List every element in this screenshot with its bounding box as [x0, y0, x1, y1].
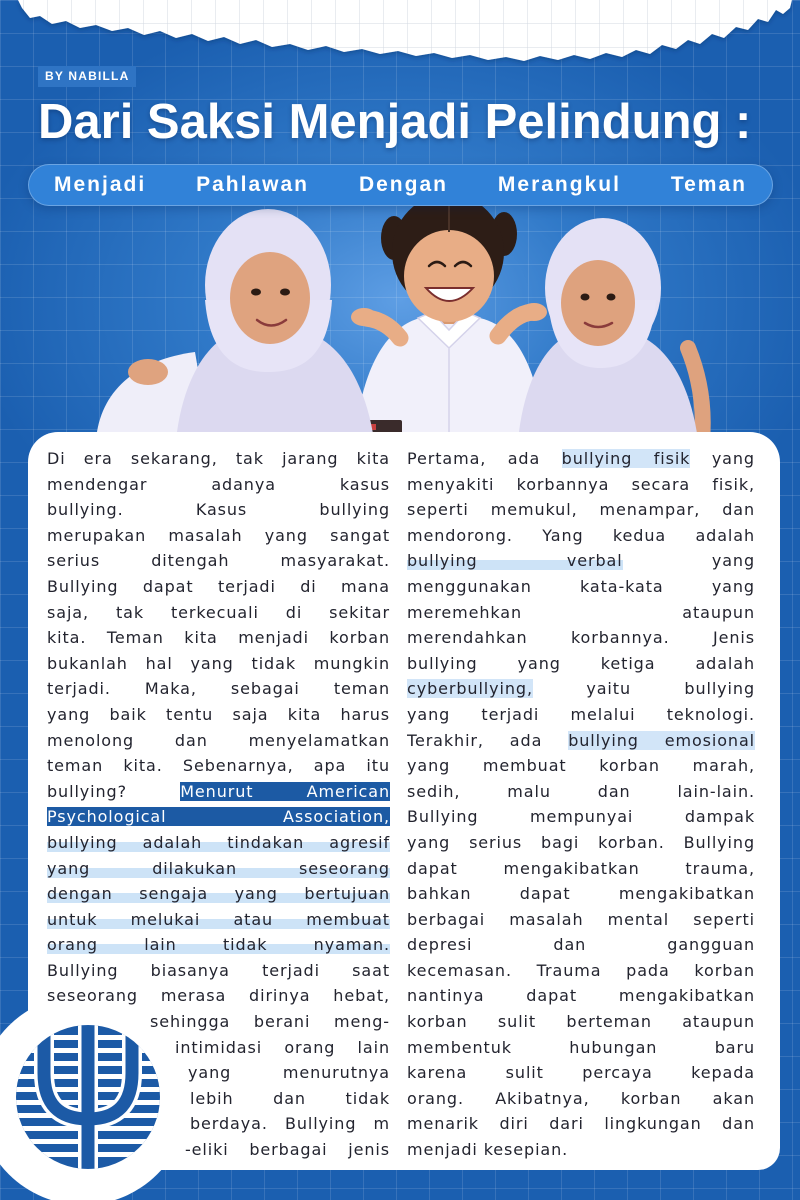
article-line: mendorong. Yang kedua adalah [407, 525, 755, 545]
article-line [407, 728, 755, 754]
article-text: yang [711, 449, 755, 468]
highlighted-text: bullying adalah tindakan agresif [47, 832, 390, 852]
page-title: Dari Saksi Menjadi Pelindung : [38, 95, 752, 149]
photo-students [0, 180, 800, 440]
article-line [47, 779, 390, 805]
article-line: yang menurutnya [188, 1063, 390, 1083]
highlighted-text: yang dilakukan seseorang [47, 858, 390, 878]
article-line: menjadi kesepian. [407, 1140, 569, 1160]
article-line: teman kita. Sebenarnya, apa itu [47, 756, 390, 776]
article-line: bahkan dapat mengakibatkan [407, 884, 755, 904]
article-column-left [47, 446, 390, 1163]
article-line: dapat mengakibatkan trauma, [407, 858, 755, 878]
highlighted-text: dengan sengaja yang bertujuan [47, 884, 390, 904]
article-line: Bullying biasanya terjadi saat [47, 960, 390, 980]
article-line: berbagai masalah mental seperti [407, 909, 755, 929]
article-line: sedih, malu dan lain-lain. [407, 781, 755, 801]
highlighted-text: bullying emosional [568, 730, 755, 750]
article-line: saja, tak terkecuali di sekitar [47, 602, 390, 622]
highlighted-text: cyberbullying, [407, 679, 533, 699]
girl-right [518, 218, 703, 440]
article-line: -eliki berbagai jenis [185, 1140, 390, 1160]
article-line: sehingga berani meng- [150, 1012, 390, 1032]
article-line: terjadi. Maka, sebagai teman [47, 679, 390, 699]
torn-paper-header [0, 0, 800, 70]
highlighted-text: Psychological Association, [47, 807, 390, 827]
article-line: merendahkan korbannya. Jenis [407, 628, 755, 648]
article-line: menarik diri dari lingkungan dan [407, 1114, 755, 1134]
highlighted-text: bullying fisik [561, 449, 691, 468]
article-line: orang. Akibatnya, korban akan [407, 1088, 755, 1108]
article-line: intimidasi orang lain [175, 1037, 390, 1057]
article-line: menolong dan menyelamatkan [47, 730, 390, 750]
article-line: serius ditengah masyarakat. [47, 551, 390, 571]
article-line [47, 830, 390, 856]
article-line: bullying. Kasus bullying [47, 500, 390, 520]
article-line: Di era sekarang, tak jarang kita [47, 449, 390, 468]
highlighted-text: orang lain tidak nyaman. [47, 935, 390, 955]
byline: BY NABILLA [38, 66, 136, 87]
article-line [47, 856, 390, 882]
article-line: bukanlah hal yang tidak mungkin [47, 653, 390, 673]
article-line: Bullying dapat terjadi di mana [47, 576, 390, 596]
article-line: mendengar adanya kasus [47, 474, 390, 494]
article-line: seseorang merasa dirinya hebat, [47, 986, 390, 1006]
article-line: nantinya dapat mengakibatkan [407, 986, 755, 1006]
highlighted-text: Menurut American [180, 781, 390, 801]
article-column-right [407, 446, 755, 1163]
article-line: Bullying mempunyai dampak [407, 807, 755, 827]
article-line [407, 548, 755, 574]
article-line: yang terjadi melalui teknologi. [407, 704, 755, 724]
article-line: korban sulit berteman ataupun [407, 1012, 755, 1032]
highlighted-text: bullying verbal [407, 551, 623, 571]
article-line: menggunakan kata-kata yang [407, 576, 755, 596]
article-line: yang membuat korban marah, [407, 756, 755, 776]
highlighted-text: untuk melukai atau membuat [47, 909, 390, 929]
article-line: karena sulit percaya kepada [407, 1063, 755, 1083]
girl-middle [351, 194, 547, 338]
article-line [47, 881, 390, 907]
article-text: yang [711, 551, 755, 571]
article-line: seperti memukul, menampar, dan [407, 500, 755, 520]
girl-left [96, 209, 374, 440]
article-text: Pertama, ada [407, 449, 541, 468]
article-line: bullying yang ketiga adalah [407, 653, 755, 673]
article-line [407, 446, 755, 472]
article-line [407, 676, 755, 702]
article-line: merupakan masalah yang sangat [47, 525, 390, 545]
article-line: berdaya. Bullying m [190, 1114, 390, 1134]
article-line: membentuk hubungan baru [407, 1037, 755, 1057]
article-line [47, 932, 390, 958]
article-line: depresi dan gangguan [407, 935, 755, 955]
article-line: lebih dan tidak [190, 1088, 390, 1108]
article-line: meremehkan ataupun [407, 602, 755, 622]
article-line: kita. Teman kita menjadi korban [47, 628, 390, 648]
article-line: yang baik tentu saja kita harus [47, 704, 390, 724]
article-line: kecemasan. Trauma pada korban [407, 960, 755, 980]
article-text: Terakhir, ada [407, 730, 543, 750]
article-line [47, 804, 390, 830]
article-line: yang serius bagi korban. Bullying [407, 832, 755, 852]
article-text: yaitu bullying [586, 679, 755, 699]
article-line: menyakiti korbannya secara fisik, [407, 474, 755, 494]
article-line [47, 907, 390, 933]
subtitle-pill: Menjadi Pahlawan Dengan Merangkul Teman [28, 164, 773, 206]
article-text: bullying? [47, 781, 127, 801]
